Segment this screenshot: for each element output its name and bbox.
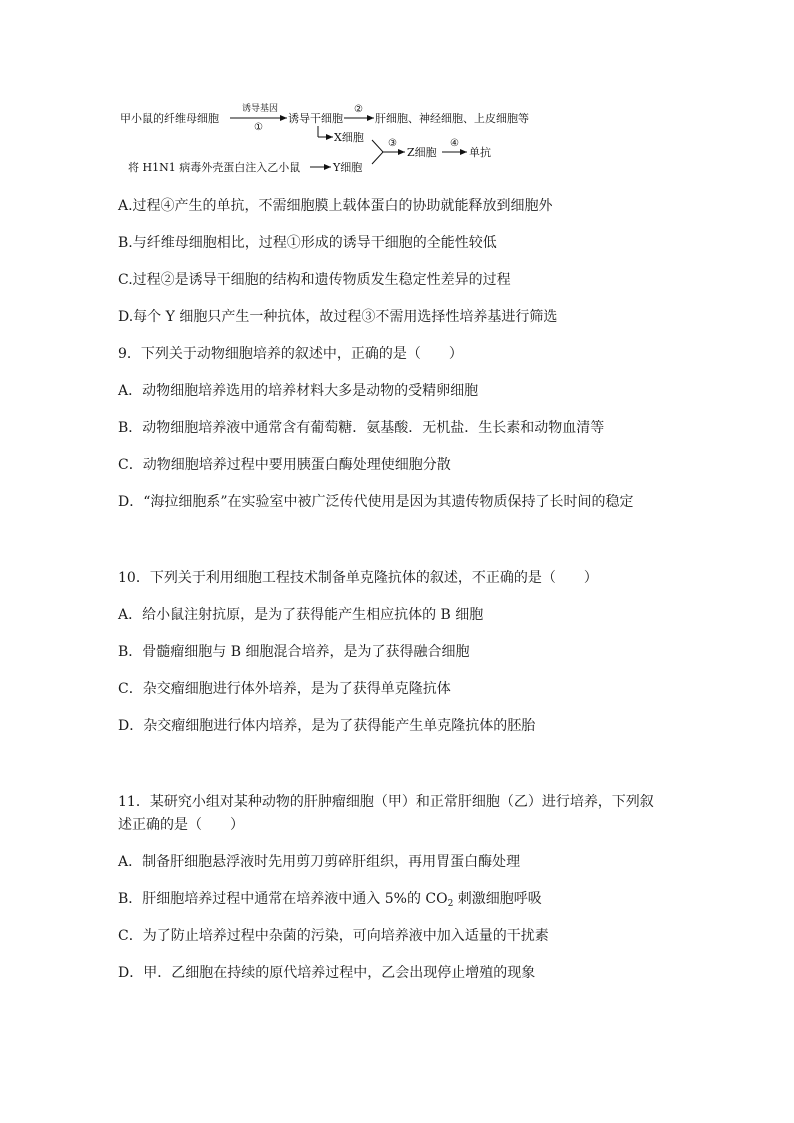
ips-cell-label: 诱导干细胞 (288, 112, 343, 125)
q11-option-d: D．甲．乙细胞在持续的原代培养过程中，乙会出现停止增殖的现象 (118, 965, 536, 981)
y-cell-label: Y细胞 (333, 161, 363, 174)
q10-option-d: D．杂交瘤细胞进行体内培养，是为了获得能产生单克隆抗体的胚胎 (118, 718, 536, 734)
step2-num: ② (354, 104, 363, 115)
antigen-label: 将 H1N1 病毒外壳蛋白注入乙小鼠 (128, 161, 301, 174)
q10-option-a: A．给小鼠注射抗原，是为了获得能产生相应抗体的 B 细胞 (118, 607, 484, 623)
q10-option-b: B．骨髓瘤细胞与 B 细胞混合培养，是为了获得融合细胞 (118, 644, 470, 660)
z-cell-label: Z细胞 (407, 146, 437, 159)
source-cell-label: 甲小鼠的纤维母细胞 (120, 112, 219, 125)
q9-stem: 9．下列关于动物细胞培养的叙述中，正确的是（ ） (118, 346, 463, 362)
q8-option-b: B.与纤维母细胞相比，过程①形成的诱导干细胞的全能性较低 (118, 235, 497, 251)
step3-num: ③ (388, 138, 397, 149)
q9-option-d: D．“海拉细胞系”在实验室中被广泛传代使用是因为其遗传物质保持了长时间的稳定 (118, 494, 634, 510)
q11-option-c: C．为了防止培养过程中杂菌的污染，可向培养液中加入适量的干扰素 (118, 928, 549, 944)
q11-stem-line1: 11．某研究小组对某种动物的肝肿瘤细胞（甲）和正常肝细胞（乙）进行培养，下列叙 (118, 794, 654, 810)
step1-num: ① (254, 122, 263, 133)
step4-num: ④ (450, 138, 459, 149)
q11-option-b-text: B．肝细胞培养过程中通常在培养液中通入 5%的 CO (118, 891, 448, 907)
q10-option-c: C．杂交瘤细胞进行体外培养，是为了获得单克隆抗体 (118, 681, 451, 697)
q8-option-c: C.过程②是诱导干细胞的结构和遗传物质发生稳定性差异的过程 (118, 272, 511, 288)
q9-option-a: A．动物细胞培养选用的培养材料大多是动物的受精卵细胞 (118, 383, 479, 399)
x-cell-label: X细胞 (334, 131, 364, 144)
q10-stem: 10．下列关于利用细胞工程技术制备单克隆抗体的叙述，不正确的是（ ） (118, 570, 598, 586)
step1-label: 诱导基因 (242, 104, 279, 114)
flow-diagram (120, 96, 560, 178)
q8-option-d: D.每个 Y 细胞只产生一种抗体，故过程③不需用选择性培养基进行筛选 (118, 309, 558, 325)
q8-option-a: A.过程④产生的单抗，不需细胞膜上载体蛋白的协助就能释放到细胞外 (118, 198, 553, 214)
differentiated-cells-label: 肝细胞、神经细胞、上皮细胞等 (375, 112, 529, 125)
q11-option-a: A．制备肝细胞悬浮液时先用剪刀剪碎肝组织，再用胃蛋白酶处理 (118, 854, 521, 870)
merge-line-top (372, 140, 383, 152)
q11-option-b-tail: 刺激细胞呼吸 (453, 891, 542, 907)
q9-option-b: B．动物细胞培养液中通常含有葡萄糖．氨基酸．无机盐．生长素和动物血清等 (118, 420, 605, 436)
q9-option-c: C．动物细胞培养过程中要用胰蛋白酶处理使细胞分散 (118, 457, 451, 473)
merge-line-bottom (372, 152, 383, 164)
q11-stem-line2: 述正确的是（ ） (118, 817, 244, 833)
product-label: 单抗 (469, 146, 491, 159)
q11-option-b (118, 889, 542, 909)
co2-subscript: 2 (447, 899, 454, 909)
